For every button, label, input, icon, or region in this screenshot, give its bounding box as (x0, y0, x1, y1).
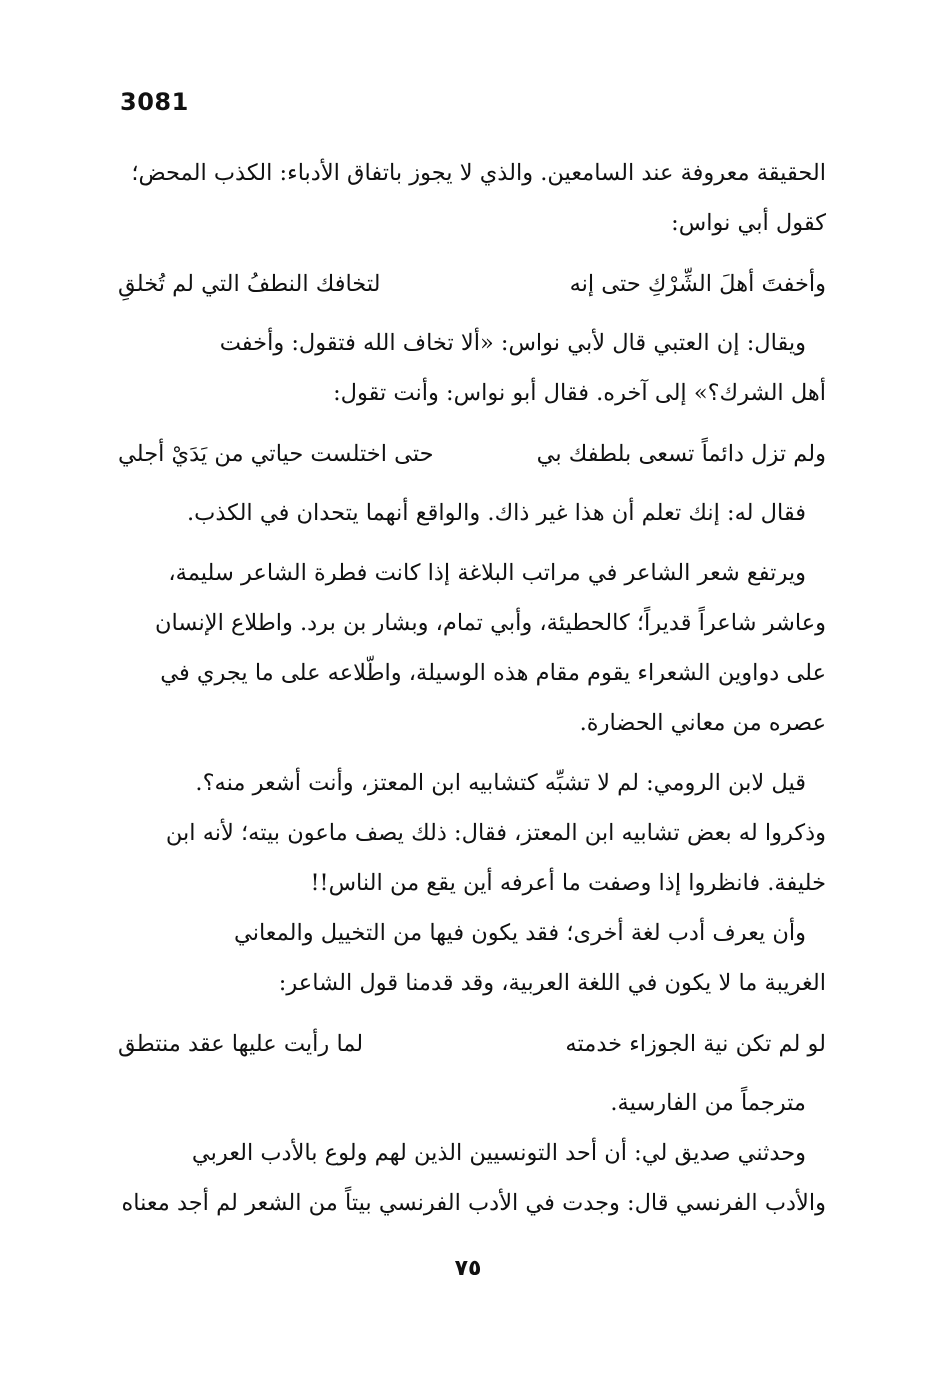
paragraph-line: عصره من معاني الحضارة. (579, 710, 826, 736)
paragraph-line: وحدثني صديق لي: أن أحد التونسيين الذين لهم ولوع بالأدب العربي (191, 1140, 806, 1166)
paragraph-line: ويرتفع شعر الشاعر في مراتب البلاغة إذا كانت فطرة الشاعر سليمة، (168, 560, 806, 586)
paragraph-line: مترجماً من الفارسية. (610, 1090, 806, 1116)
paragraph-line: الغريبة ما لا يكون في اللغة العربية، وقد قدمنا قول الشاعر: (278, 970, 826, 996)
poetry-verse (118, 254, 826, 314)
verse-first-hemistich: وأخفتَ أهلَ الشِّرْكِ حتى إنه (569, 271, 826, 297)
verse-first-hemistich: لو لم تكن نية الجوزاء خدمته (565, 1031, 826, 1057)
paragraph-line: خليفة. فانظروا إذا وصفت ما أعرفه أين يقع من الناس!! (310, 870, 826, 896)
paragraph-line: على دواوين الشعراء يقوم مقام هذه الوسيلة، واطّلاعه على ما يجري في (160, 660, 826, 686)
paragraph-line: كقول أبي نواس: (671, 210, 826, 236)
paragraph-line: أهل الشرك؟» إلى آخره. فقال أبو نواس: وأنت تقول: (333, 380, 826, 406)
poetry-verse (118, 424, 826, 484)
paragraph-line: وذكروا له بعض تشابيه ابن المعتز، فقال: ذلك يصف ماعون بيته؛ لأنه ابن (165, 820, 826, 846)
paragraph-line: فقال له: إنك تعلم أن هذا غير ذاك. والواقع أنهما يتحدان في الكذب. (187, 500, 806, 526)
verse-second-hemistich: حتى اختلست حياتي من يَدَيْ أجلي (118, 441, 434, 467)
paragraph-line: قيل لابن الرومي: لم لا تشبِّه كتشابيه ابن المعتز، وأنت أشعر منه؟. (195, 770, 806, 796)
paragraph-line: ويقال: إن العتبي قال لأبي نواس: «ألا تخاف الله فتقول: وأخفت (219, 330, 806, 356)
page-reference-number: 3081 (120, 88, 189, 116)
paragraph-line: والأدب الفرنسي قال: وجدت في الأدب الفرنسي بيتاً من الشعر لم أجد معناه (121, 1190, 826, 1216)
paragraph-line: الحقيقة معروفة عند السامعين. والذي لا يجوز باتفاق الأدباء: الكذب المحض؛ (131, 160, 826, 186)
verse-first-hemistich: ولم تزل دائماً تسعى بلطفك بي (536, 441, 826, 467)
verse-second-hemistich: لتخافك النطفُ التي لم تُخلقِ (118, 271, 381, 297)
poetry-verse (118, 1014, 826, 1074)
verse-second-hemistich: لما رأيت عليها عقد منتطق (118, 1031, 364, 1057)
page-body (118, 148, 826, 1228)
page-number: ٧٥ (454, 1256, 482, 1281)
paragraph-line: وعاشر شاعراً قديراً؛ كالحطيئة، وأبي تمام، وبشار بن برد. واطلاع الإنسان (155, 610, 826, 636)
paragraph-line: وأن يعرف أدب لغة أخرى؛ فقد يكون فيها من التخييل والمعاني (233, 920, 806, 946)
